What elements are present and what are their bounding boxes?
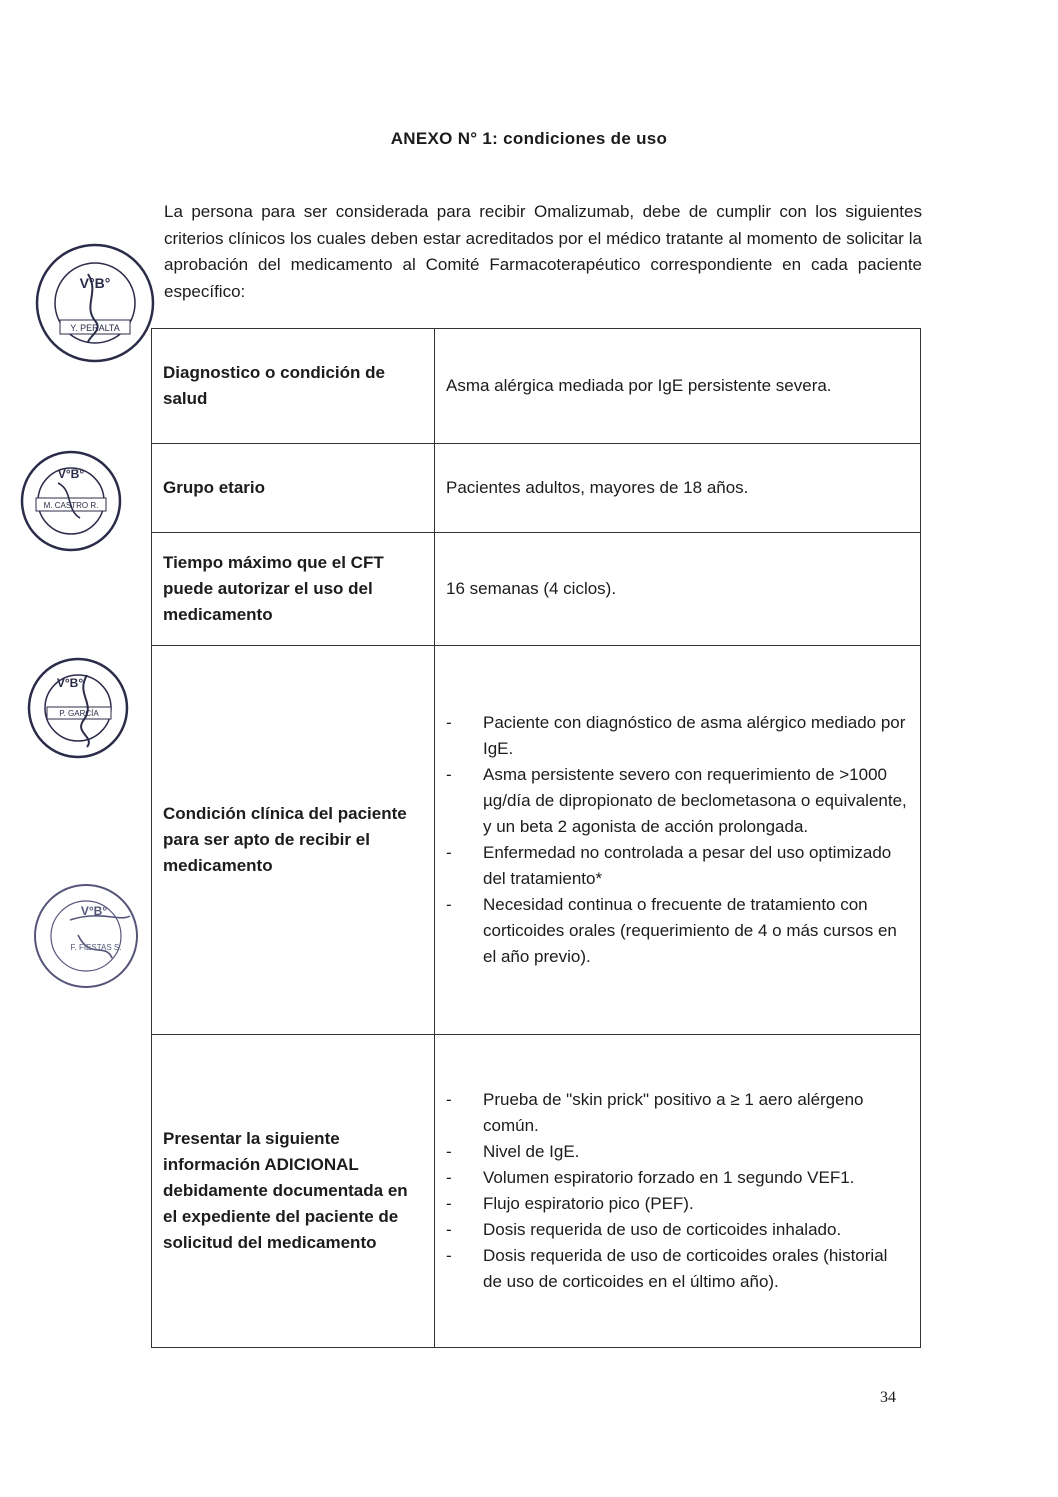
additional-info-list bbox=[446, 1087, 910, 1295]
document-title: ANEXO N° 1: condiciones de uso bbox=[390, 129, 668, 148]
row-label: Tiempo máximo que el CFT puede autorizar el uso del medicamento bbox=[152, 533, 435, 646]
list-item: - Nivel de IgE. bbox=[446, 1139, 910, 1165]
criteria-list bbox=[446, 710, 910, 970]
table-row bbox=[152, 329, 921, 444]
table-row bbox=[152, 444, 921, 533]
row-label: Grupo etario bbox=[152, 444, 435, 533]
list-item: - Flujo espiratorio pico (PEF). bbox=[446, 1191, 910, 1217]
list-item: - Necesidad continua o frecuente de tratamiento con corticoides orales (requerimiento de 4 o más cursos en el año previo). bbox=[446, 892, 910, 970]
approval-stamp-2 bbox=[18, 448, 124, 554]
approval-stamp-4 bbox=[30, 880, 142, 992]
row-value: Pacientes adultos, mayores de 18 años. bbox=[435, 444, 921, 533]
list-item: - Prueba de "skin prick" positivo a ≥ 1 aero alérgeno común. bbox=[446, 1087, 910, 1139]
table-row bbox=[152, 1035, 921, 1348]
stamp-4-name: F. FIESTAS S. bbox=[70, 943, 122, 952]
stamp-2-name: M. CASTRO R. bbox=[43, 501, 99, 510]
intro-paragraph: La persona para ser considerada para recibir Omalizumab, debe de cumplir con los siguientes criterios clínicos los cuales deben estar acreditados por el médico tratante al momento de solicitar la aprobación del medicamento al Comité Farmacoterapéutico correspondiente en cada paciente específico: bbox=[164, 202, 922, 301]
stamp-4-vb-text: V°B° bbox=[80, 904, 108, 918]
approval-stamp-1 bbox=[30, 238, 160, 368]
row-label: Diagnostico o condición de salud bbox=[152, 329, 435, 444]
row-value-list bbox=[435, 646, 921, 1035]
row-label: Presentar la siguiente información ADICIONAL debidamente documentada en el expediente del paciente de solicitud del medicamento bbox=[152, 1035, 435, 1348]
list-item: - Enfermedad no controlada a pesar del uso optimizado del tratamiento* bbox=[446, 840, 910, 892]
row-value-list bbox=[435, 1035, 921, 1348]
table-row bbox=[152, 646, 921, 1035]
list-item: - Volumen espiratorio forzado en 1 segundo VEF1. bbox=[446, 1165, 910, 1191]
row-label: Condición clínica del paciente para ser apto de recibir el medicamento bbox=[152, 646, 435, 1035]
list-item: - Dosis requerida de uso de corticoides orales (historial de uso de corticoides en el último año). bbox=[446, 1243, 910, 1295]
table-row bbox=[152, 533, 921, 646]
conditions-table bbox=[151, 328, 921, 1348]
page-number: 34 bbox=[880, 1389, 896, 1406]
row-value: 16 semanas (4 ciclos). bbox=[435, 533, 921, 646]
stamp-1-name: Y. PERALTA bbox=[70, 323, 120, 333]
list-item: - Asma persistente severo con requerimiento de >1000 µg/día de dipropionato de beclometasona o equivalente, y un beta 2 agonista de acción prolongada. bbox=[446, 762, 910, 840]
stamp-3-name: P. GARCÍA bbox=[59, 709, 99, 718]
list-item: - Paciente con diagnóstico de asma alérgico mediado por IgE. bbox=[446, 710, 910, 762]
row-value: Asma alérgica mediada por IgE persistente severa. bbox=[435, 329, 921, 444]
approval-stamp-3 bbox=[25, 655, 131, 761]
stamp-1-vb-text: V°B° bbox=[79, 275, 111, 291]
stamp-2-vb-text: V°B° bbox=[57, 467, 85, 481]
list-item: - Dosis requerida de uso de corticoides inhalado. bbox=[446, 1217, 910, 1243]
stamp-3-vb-text: V°B° bbox=[56, 676, 84, 690]
